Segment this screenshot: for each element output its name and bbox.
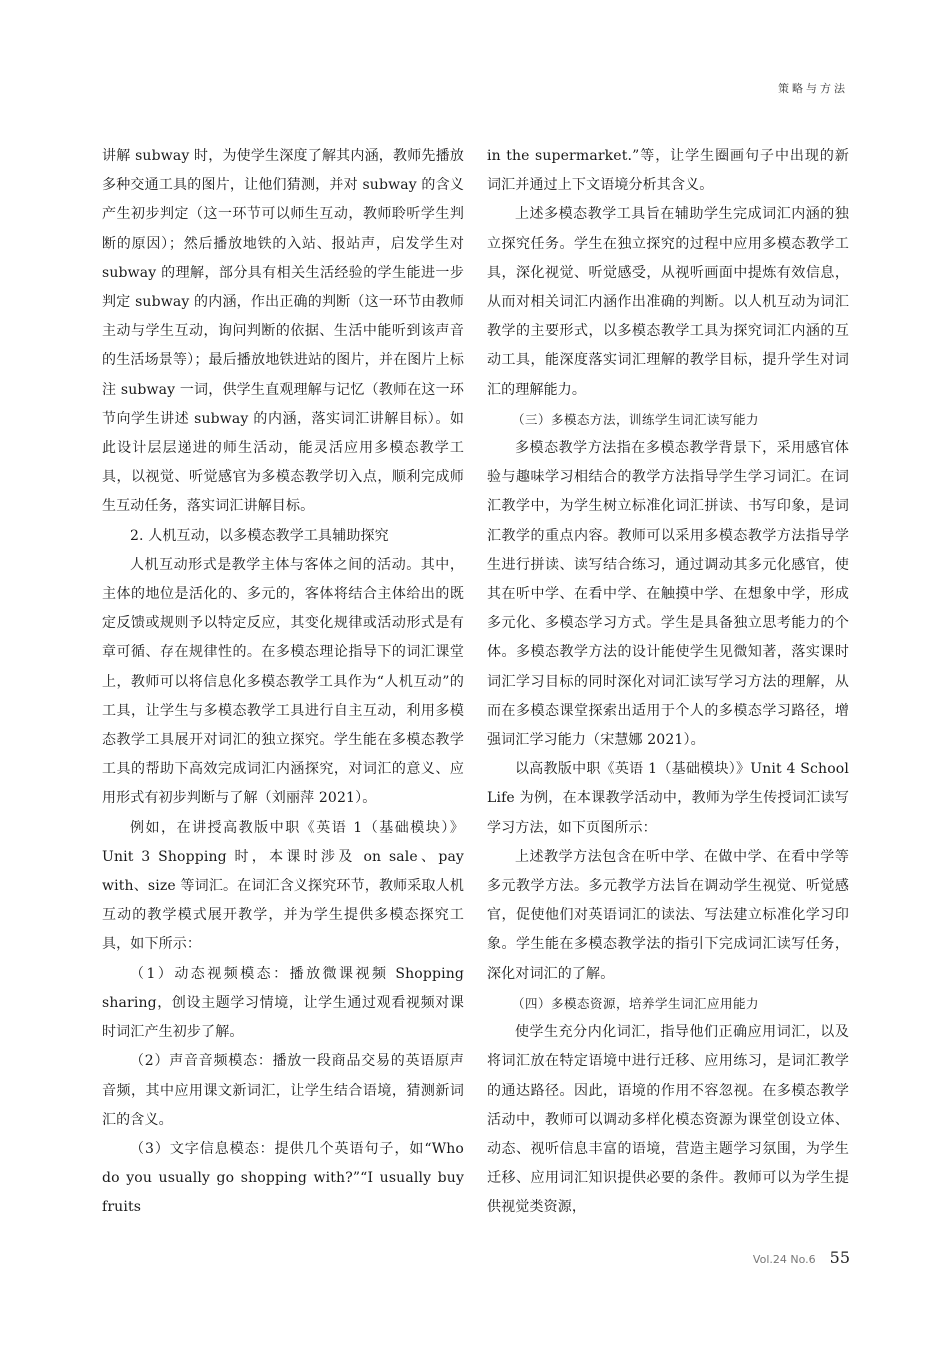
paragraph: in the supermarket.”等，让学生圈画句子中出现的新词汇并通过上下文语境分析其含义。	[487, 148, 849, 194]
paragraph: 以高教版中职《英语 1（基础模块）》Unit 4 School Life 为例，在本课教学活动中，教师为学生传授词汇读写学习方法，如下页图所示：	[487, 761, 849, 836]
paragraph: 多模态教学方法指在多模态教学背景下，采用感官体验与趣味学习相结合的教学方法指导学生学习词汇。在词汇教学中，为学生树立标准化词汇拼读、书写印象，是词汇教学的重点内容。教师可以采用多模态教学方法指导学生进行拼读、读写结合练习，通过调动其多元化感官，使其在听中学、在看中学、在触摸中学、在想象中学，形成多元化、多模态学习方式。学生是具备独立思考能力的个体。多模态教学方法的设计能使学生见微知著，落实课时词汇学习目标的同时深化对词汇读写学习方法的理解，从而在多模态课堂探索出适用于个人的多模态学习路径，增强词汇学习能力（宋慧娜 2021）。	[487, 440, 849, 749]
paragraph: 人机互动形式是教学主体与客体之间的活动。其中，主体的地位是活化的、多元的，客体将结合主体给出的既定反馈或规则予以特定反应，其变化规律或活动形式是有章可循、存在规律性的。在多模态理论指导下的词汇课堂上，教师可以将信息化多模态教学工具作为“人机互动”的工具，让学生与多模态教学工具进行自主互动，利用多模态教学工具展开对词汇的独立探究。学生能在多模态教学工具的帮助下高效完成词汇内涵探究，对词汇的意义、应用形式有初步判断与了解（刘丽萍 2021）。	[102, 556, 464, 807]
volume-label: Vol.24 No.6	[752, 1253, 816, 1266]
footer	[753, 1248, 850, 1267]
right-column	[487, 142, 849, 1223]
paragraph: 上述多模态教学工具旨在辅助学生完成词汇内涵的独立探究任务。学生在独立探究的过程中应用多模态教学工具，深化视觉、听觉感受，从视听画面中提炼有效信息，从而对相关词汇内涵作出准确的判断。以人机互动为词汇教学的主要形式，以多模态教学工具为探究词汇内涵的互动工具，能深度落实词汇理解的教学目标，提升学生对词汇的理解能力。	[487, 206, 849, 398]
left-column	[102, 142, 464, 1223]
paragraph: （2）声音音频模态：播放一段商品交易的英语原声音频，其中应用课文新词汇，让学生结合语境，猜测新词汇的含义。	[102, 1053, 464, 1128]
paragraph: 例如，在讲授高教版中职《英语 1（基础模块）》Unit 3 Shopping 时，本课时涉及 on sale、pay with、size 等词汇。在词汇含义探究环节，教师采取人机互动的教学模式展开教学，并为学生提供多模态探究工具，如下所示：	[102, 819, 464, 953]
paragraph: （1）动态视频模态：播放微课视频 Shopping sharing，创设主题学习情境，让学生通过观看视频对课时词汇产生初步了解。	[102, 965, 464, 1041]
subheading: （四）多模态资源，培养学生词汇应用能力	[512, 995, 760, 1011]
subheading: （三）多模态方法，训练学生词汇读写能力	[512, 411, 760, 427]
subheading: 2. 人机互动，以多模态教学工具辅助探究	[130, 527, 389, 544]
page-number: 55	[829, 1248, 850, 1267]
paragraph: 使学生充分内化词汇，指导他们正确应用词汇，以及将词汇放在特定语境中进行迁移、应用练习，是词汇教学的通达路径。因此，语境的作用不容忽视。在多模态教学活动中，教师可以调动多样化模态资源为课堂创设立体、动态、视听信息丰富的语境，营造主题学习氛围，为学生迁移、应用词汇知识提供必要的条件。教师可以为学生提供视觉类资源，	[487, 1024, 849, 1216]
paragraph: （3）文字信息模态：提供几个英语句子，如“Who do you usually go shopping with?”“I usually buy fruits	[102, 1140, 464, 1216]
paragraph: 讲解 subway 时，为使学生深度了解其内涵，教师先播放多种交通工具的图片，让他们猜测，并对 subway 的含义产生初步判定（这一环节可以师生互动，教师聆听学生判断的原因）；然后播放地铁的入站、报站声，启发学生对 subway 的理解，部分具有相关生活经验的学生能进一步判定 subway 的内涵，作出正确的判断（这一环节由教师主动与学生互动，询问判断的依据、生活中能听到该声音的生活场景等）；最后播放地铁进站的图片，并在图片上标注 subway 一词，供学生直观理解与记忆（教师在这一环节向学生讲述 subway 的内涵，落实词汇讲解目标）。如此设计层层递进的师生活动，能灵活应用多模态教学工具，以视觉、听觉感官为多模态教学切入点，顺利完成师生互动任务，落实词汇讲解目标。	[102, 148, 464, 515]
section-header: 策略与方法	[778, 82, 848, 95]
paragraph: 上述教学方法包含在听中学、在做中学、在看中学等多元教学方法。多元教学方法旨在调动学生视觉、听觉感官，促使他们对英语词汇的读法、写法建立标准化学习印象。学生能在多模态教学法的指引下完成词汇读写任务，深化对词汇的了解。	[487, 848, 849, 982]
